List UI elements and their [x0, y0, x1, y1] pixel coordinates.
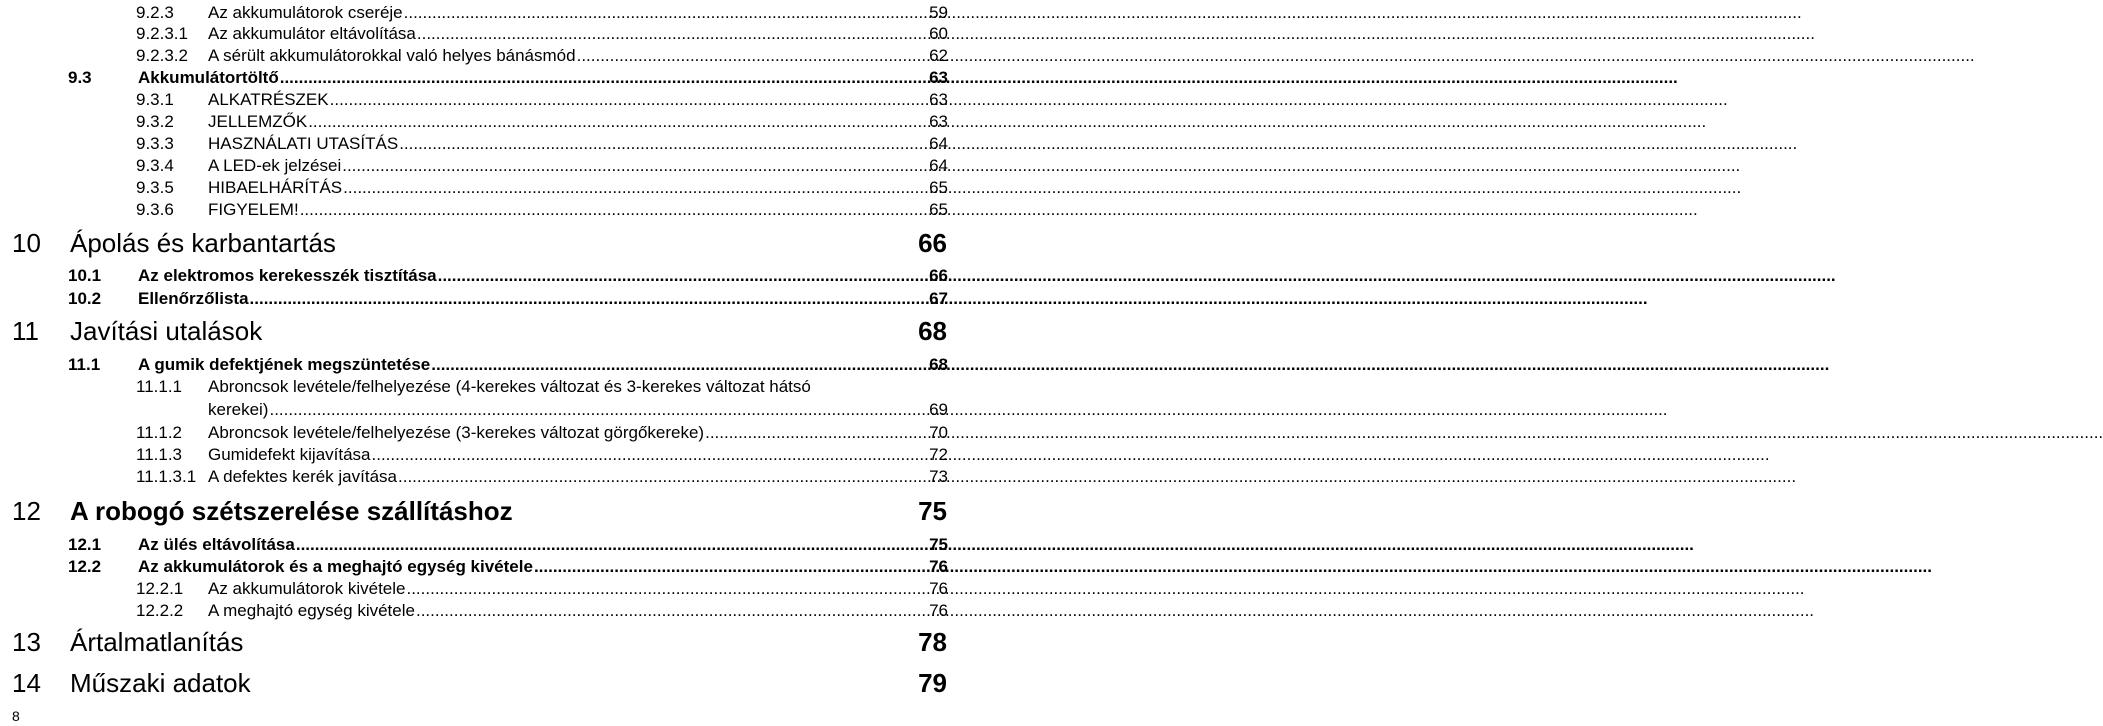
- toc-number: 12.1: [68, 535, 102, 554]
- toc-page-number: 59: [929, 3, 948, 22]
- toc-number: 9.3: [68, 68, 92, 87]
- toc-leader-dots: [296, 535, 928, 555]
- toc-page-number: 75: [918, 496, 947, 526]
- toc-title: Az elektromos kerekesszék tisztítása: [138, 266, 437, 285]
- toc-page-number: 63: [929, 90, 948, 109]
- toc-title: Az akkumulátor eltávolítása: [208, 24, 416, 43]
- toc-page-number: 65: [929, 200, 948, 219]
- toc-page-number: 64: [929, 134, 948, 153]
- toc-entry[interactable]: [136, 134, 948, 154]
- toc-page-number: 72: [929, 445, 948, 464]
- toc-page-number: 63: [929, 112, 948, 131]
- toc-title: FIGYELEM!: [208, 200, 299, 219]
- toc-title: Abroncsok levétele/felhelyezése (4-kerekes változat és 3-kerekes változat hátsó: [208, 377, 811, 396]
- toc-number: 9.3.2: [136, 112, 174, 131]
- toc-title: Gumidefekt kijavítása: [208, 445, 371, 464]
- toc-number: 12.2: [68, 557, 102, 576]
- toc-entry[interactable]: [136, 445, 948, 465]
- toc-title-continued: kerekei): [208, 400, 269, 419]
- toc-entry[interactable]: [68, 535, 948, 555]
- toc-leader-dots: [300, 200, 928, 220]
- toc-leader-dots: [577, 46, 928, 66]
- toc-leader-dots: [330, 90, 928, 110]
- toc-entry[interactable]: [68, 266, 948, 286]
- toc-number: 10: [12, 228, 41, 258]
- toc-number: 9.2.3.1: [136, 24, 188, 43]
- toc-number: 9.2.3: [136, 3, 174, 22]
- toc-number: 9.3.5: [136, 178, 174, 197]
- toc-number: 9.3.4: [136, 156, 174, 175]
- toc-leader-dots: [399, 134, 928, 154]
- toc-title: Az akkumulátorok és a meghajtó egység kivétele: [138, 557, 533, 576]
- toc-entry[interactable]: [68, 355, 948, 375]
- toc-number: 9.3.1: [136, 90, 174, 109]
- toc-title: Az akkumulátorok cseréje: [208, 3, 403, 22]
- toc-page-number: 64: [929, 156, 948, 175]
- toc-page-number: 60: [929, 24, 948, 43]
- toc-number: 11.1.2: [136, 423, 183, 442]
- toc-page-number: 62: [929, 46, 948, 65]
- toc-entry[interactable]: [136, 24, 948, 44]
- toc-number: 11.1.3.1: [136, 467, 197, 486]
- toc-number: 11.1: [68, 355, 101, 374]
- toc-chapter-heading[interactable]: [12, 627, 947, 658]
- toc-number: 10.2: [68, 289, 102, 308]
- toc-chapter-heading[interactable]: [12, 496, 947, 527]
- toc-leader-dots: [417, 24, 928, 44]
- toc-entry[interactable]: [136, 3, 948, 23]
- toc-title: Ápolás és karbantartás: [70, 228, 336, 258]
- toc-leader-dots: [431, 355, 928, 375]
- toc-number: 9.2.3.2: [136, 46, 188, 65]
- toc-number: 14: [12, 668, 41, 698]
- toc-page-number: 67: [929, 289, 948, 308]
- toc-leader-dots: [269, 400, 928, 420]
- toc-entry[interactable]: [136, 112, 948, 132]
- toc-page-number: 66: [918, 228, 947, 258]
- toc-leader-dots: [342, 156, 928, 176]
- toc-page-number: 79: [918, 668, 947, 698]
- toc-number: 12: [12, 496, 41, 526]
- toc-page-number: 66: [929, 266, 948, 285]
- toc-number: 10.1: [68, 266, 102, 285]
- toc-entry[interactable]: [136, 423, 948, 443]
- toc-page-number: 69: [929, 400, 948, 419]
- toc-number: 9.3.6: [136, 200, 174, 219]
- toc-leader-dots: [398, 467, 928, 487]
- toc-page-number: 76: [929, 601, 948, 620]
- toc-chapter-heading[interactable]: [12, 228, 947, 259]
- toc-leader-dots: [343, 178, 928, 198]
- toc-title: HIBAELHÁRÍTÁS: [208, 178, 343, 197]
- toc-leader-dots: [250, 289, 929, 309]
- toc-entry[interactable]: [136, 601, 948, 621]
- table-of-contents: [0, 0, 960, 726]
- toc-entry[interactable]: [68, 68, 948, 88]
- toc-number: 11: [12, 316, 39, 346]
- toc-title: Műszaki adatok: [70, 668, 251, 698]
- toc-page-number: 65: [929, 178, 948, 197]
- toc-page-number: 70: [929, 423, 948, 442]
- toc-title: HASZNÁLATI UTASÍTÁS: [208, 134, 399, 153]
- toc-entry[interactable]: [68, 557, 948, 577]
- toc-title: Ellenőrzőlista: [138, 289, 249, 308]
- toc-title: A meghajtó egység kivétele: [208, 601, 415, 620]
- toc-entry-line-2[interactable]: [208, 400, 948, 420]
- toc-leader-dots: [534, 557, 928, 577]
- toc-title: Ártalmatlanítás: [70, 627, 244, 657]
- toc-page-number: 78: [918, 627, 947, 657]
- toc-entry[interactable]: [136, 90, 948, 110]
- toc-title: Az akkumulátorok kivétele: [208, 579, 406, 598]
- toc-page-number: 75: [929, 535, 948, 554]
- toc-entry[interactable]: [136, 467, 948, 487]
- toc-entry[interactable]: [136, 46, 948, 66]
- toc-entry[interactable]: [136, 178, 948, 198]
- toc-entry[interactable]: [136, 579, 948, 599]
- toc-chapter-heading[interactable]: [12, 668, 947, 699]
- toc-page-number: 68: [918, 316, 947, 346]
- toc-page-number: 68: [929, 355, 948, 374]
- toc-title: Akkumulátortöltő: [138, 68, 279, 87]
- toc-title: A LED-ek jelzései: [208, 156, 342, 175]
- toc-title: A sérült akkumulátorokkal való helyes bánásmód: [208, 46, 576, 65]
- toc-leader-dots: [705, 423, 928, 443]
- toc-title: Abroncsok levétele/felhelyezése (3-kerekes változat görgőkereke): [208, 423, 705, 442]
- toc-entry[interactable]: [136, 156, 948, 176]
- toc-number: 11.1.1: [136, 377, 183, 396]
- toc-page-number: 63: [929, 68, 948, 87]
- toc-number: 13: [12, 627, 41, 657]
- toc-leader-dots: [372, 445, 929, 465]
- toc-title: JELLEMZŐK: [208, 112, 308, 131]
- toc-title: Javítási utalások: [70, 316, 263, 346]
- toc-leader-dots: [416, 601, 928, 621]
- toc-entry[interactable]: [136, 200, 948, 220]
- toc-entry-line-1[interactable]: [136, 377, 948, 397]
- page-number: 8: [12, 708, 20, 724]
- toc-number: 9.3.3: [136, 134, 174, 153]
- toc-chapter-heading[interactable]: [12, 316, 947, 347]
- toc-title: A defektes kerék javítása: [208, 467, 397, 486]
- toc-number: 11.1.3: [136, 445, 183, 464]
- toc-leader-dots: [438, 266, 928, 286]
- toc-entry[interactable]: [68, 289, 948, 309]
- toc-leader-dots: [404, 3, 928, 23]
- toc-number: 12.2.2: [136, 601, 184, 620]
- toc-title: ALKATRÉSZEK: [208, 90, 329, 109]
- toc-title: Az ülés eltávolítása: [138, 535, 295, 554]
- toc-title: A robogó szétszerelése szállításhoz: [70, 496, 513, 526]
- toc-leader-dots: [406, 579, 928, 599]
- toc-number: 12.2.1: [136, 579, 184, 598]
- toc-leader-dots: [308, 112, 928, 132]
- toc-title: A gumik defektjének megszüntetése: [138, 355, 431, 374]
- toc-page-number: 76: [929, 579, 948, 598]
- toc-leader-dots: [280, 68, 928, 88]
- toc-page-number: 73: [929, 467, 948, 486]
- toc-page-number: 76: [929, 557, 948, 576]
